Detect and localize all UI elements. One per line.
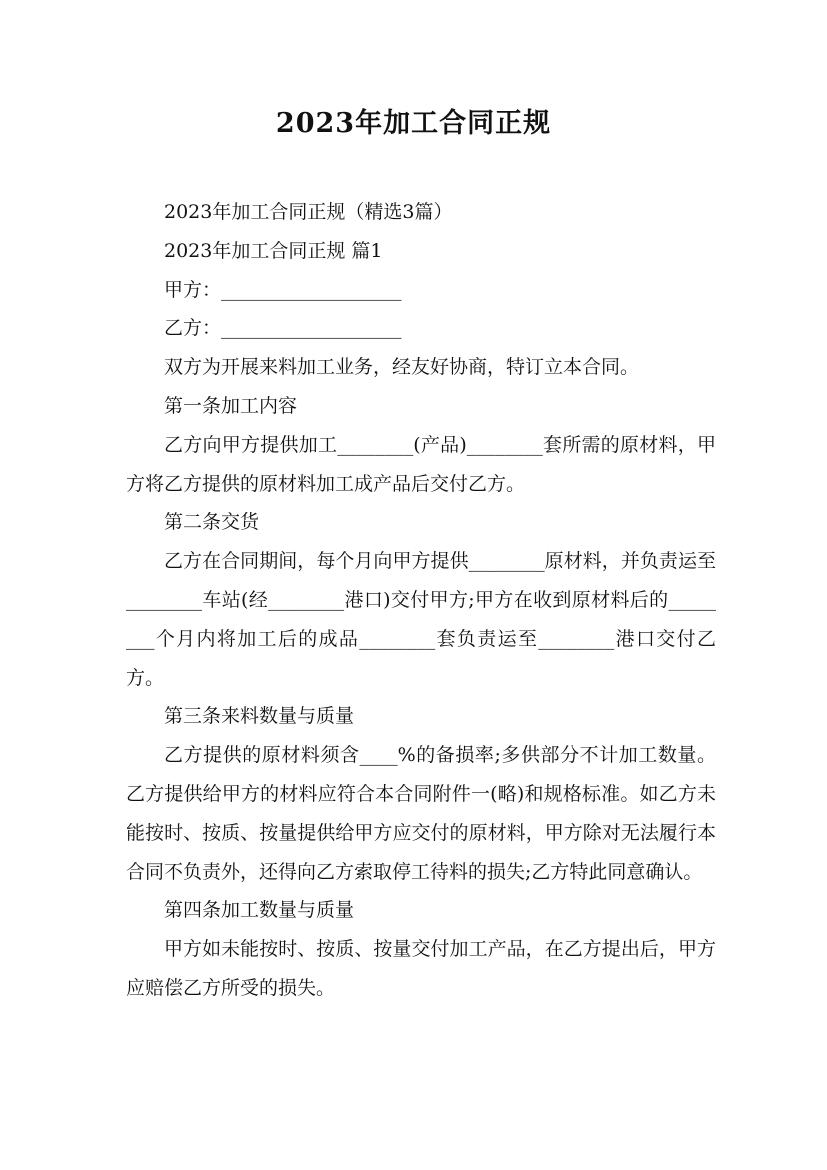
article-3-heading: 第三条来料数量与质量 [164, 705, 355, 728]
section-heading-part-1: 2023年加工合同正规 篇1 [164, 239, 383, 262]
article-3-text: 乙方提供的原材料须含____%的备损率;多供部分不计加工数量。乙方提供给甲方的材料应符合本合同附件一(略)和规格标准。如乙方未能按时、按质、按量提供给甲方应交付的原材料，甲方除对无法履行本合同不负责外，还得向乙方索取停工待料的损失;乙方特此同意确认。 [126, 744, 716, 883]
article-4-heading: 第四条加工数量与质量 [164, 899, 355, 922]
party-a-line: 甲方：___________________ [164, 278, 402, 301]
article-1-heading: 第一条加工内容 [164, 394, 298, 417]
document-body [126, 193, 716, 1008]
party-b-line: 乙方：___________________ [164, 317, 402, 340]
document-title: 2023年加工合同正规 [275, 108, 552, 139]
subtitle-selection: 2023年加工合同正规（精选3篇） [164, 201, 453, 223]
article-1-text: 乙方向甲方提供加工________(产品)________套所需的原材料，甲方将乙方提供的原材料加工成产品后交付乙方。 [126, 433, 716, 495]
preamble-paragraph: 双方为开展来料加工业务，经友好协商，特订立本合同。 [164, 356, 640, 379]
article-2-heading: 第二条交货 [164, 511, 260, 534]
article-4-text: 甲方如未能按时、按质、按量交付加工产品，在乙方提出后，甲方应赔偿乙方所受的损失。 [126, 938, 716, 999]
article-2-text: 乙方在合同期间，每个月向甲方提供________原材料，并负责运至________车站(经________港口)交付甲方;甲方在收到原材料后的________个月内将加工后的成品________套负责运至________港口交付乙方。 [126, 550, 716, 689]
